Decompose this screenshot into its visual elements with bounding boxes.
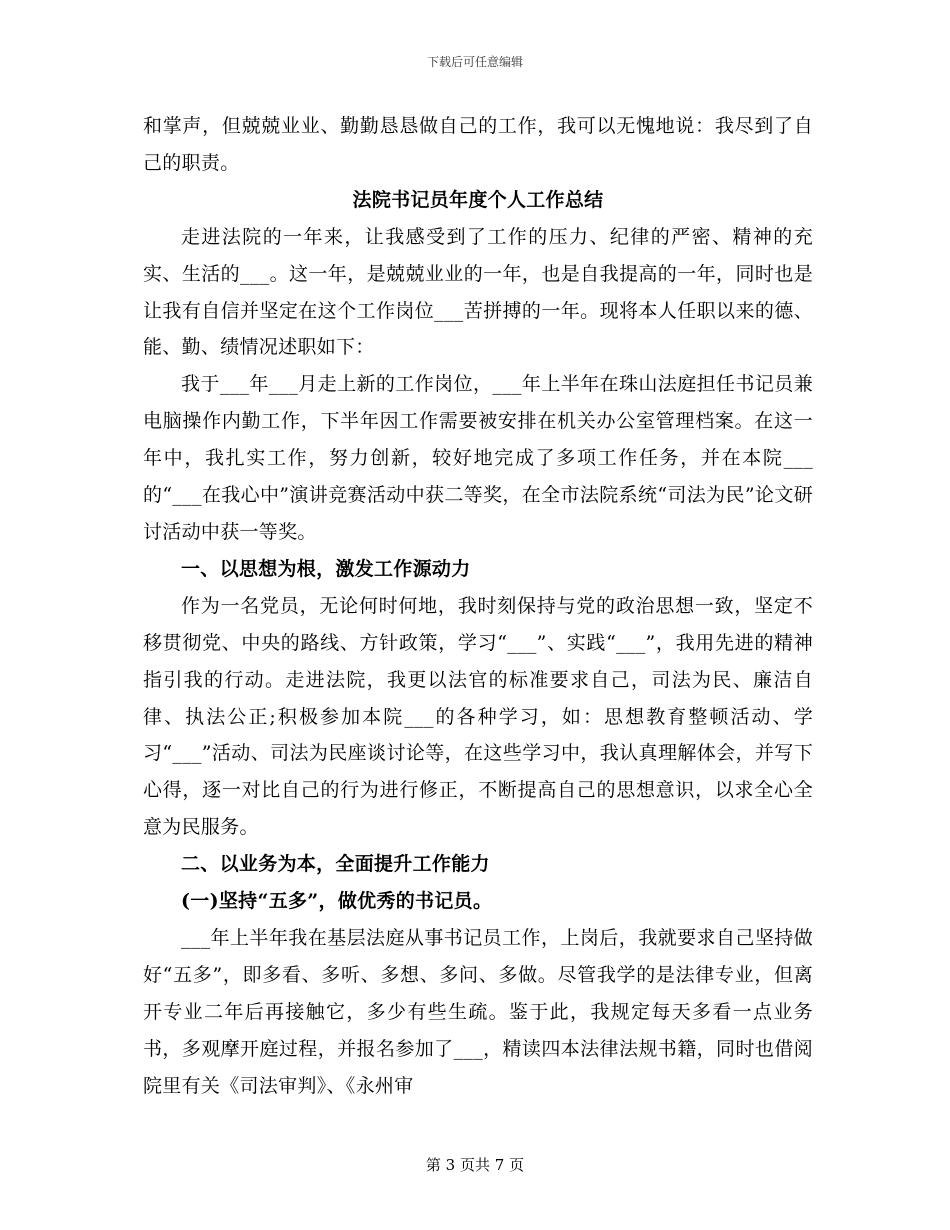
subsection-heading-1: (一)坚持“五多”，做优秀的书记员。 <box>181 890 493 913</box>
document-title: 法院书记员年度个人工作总结 <box>352 188 604 211</box>
document-body <box>143 108 813 1104</box>
paragraph-continuation: 和掌声，但兢兢业业、勤勤恳恳做自己的工作，我可以无愧地说：我尽到了自己的职责。 <box>143 115 813 174</box>
paragraph-work-history: 我于___年___月走上新的工作岗位，___年上半年在珠山法庭担任书记员兼电脑操作内勤工作，下半年因工作需要被安排在机关办公室管理档案。在这一年中，我扎实工作，努力创新，较好地完成了多项工作任务，并在本院___的“___在我心中”演讲竞赛活动中获二等奖，在全市法院系统“司法为民”论文研讨活动中获一等奖。 <box>143 373 813 543</box>
paragraph-ideology: 作为一名党员，无论何时何地，我时刻保持与党的政治思想一致，坚定不移贯彻党、中央的路线、方针政策，学习“___”、实践“___”，我用先进的精神指引我的行动。走进法院，我更以法官的标准要求自己，司法为民、廉洁自律、执法公正;积极参加本院___的各种学习，如：思想教育整顿活动、学习“___”活动、司法为民座谈讨论等，在这些学习中，我认真理解体会，并写下心得，逐一对比自己的行为进行修正，不断提高自己的思想意识，以求全心全意为民服务。 <box>143 594 813 839</box>
paragraph-five-more: ___年上半年我在基层法庭从事书记员工作，上岗后，我就要求自己坚持做好“五多”，即多看、多听、多想、多问、多做。尽管我学的是法律专业，但离开专业二年后再接触它，多少有些生疏。鉴于此，我规定每天多看一点业务书，多观摩开庭过程，并报名参加了___，精读四本法律法规书籍，同时也借阅院里有关《司法审判》、《永州审 <box>143 926 813 1097</box>
page-footer: 第 3 页共 7 页 <box>425 1156 525 1174</box>
page-header: 下载后可任意编辑 <box>426 55 523 69</box>
section-heading-1: 一、以思想为根，激发工作源动力 <box>181 557 471 580</box>
paragraph-intro: 走进法院的一年来，让我感受到了工作的压力、纪律的严密、精神的充实、生活的___。这一年，是兢兢业业的一年，也是自我提高的一年，同时也是让我有自信并坚定在这个工作岗位___苦拼搏的一年。现将本人任职以来的德、能、勤、绩情况述职如下： <box>143 225 813 359</box>
section-heading-2: 二、以业务为本，全面提升工作能力 <box>181 853 490 876</box>
